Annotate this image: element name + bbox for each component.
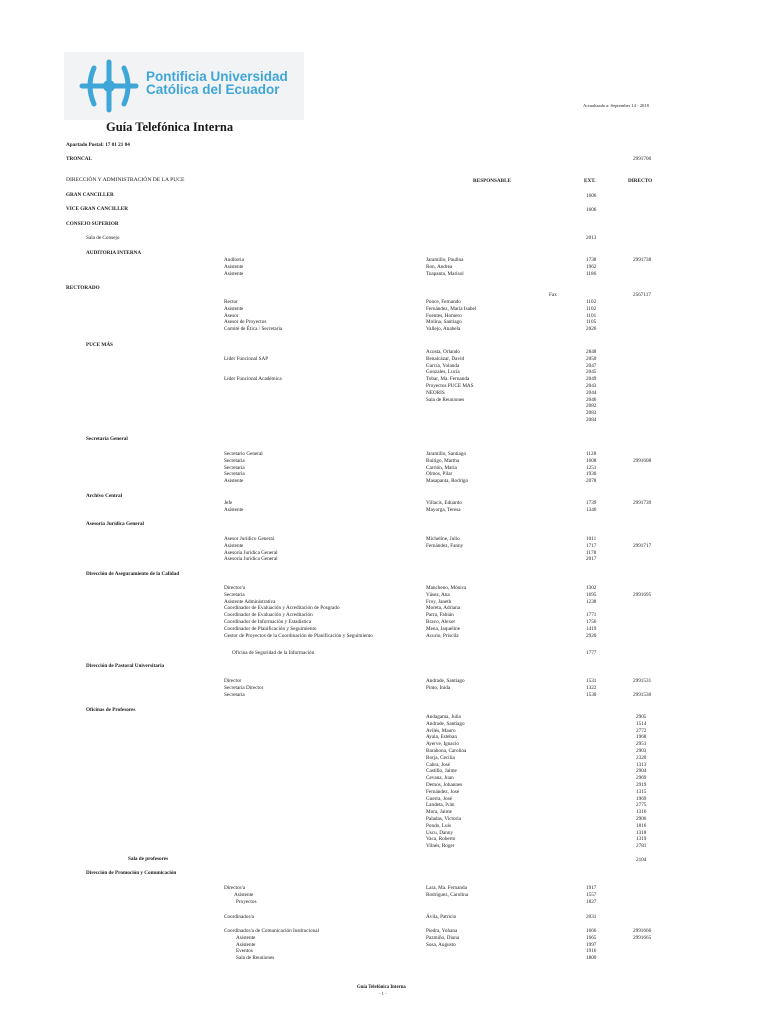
- secretaria-heading: Secretaría General: [86, 436, 128, 442]
- name: Mayorga, Teresa: [426, 506, 461, 513]
- ext: 1969: [636, 795, 647, 802]
- name: Cevana, Juan: [426, 775, 454, 782]
- ext: 2781: [636, 843, 647, 850]
- ext: 2050: [586, 355, 597, 362]
- asesoria-heading: Asesoría Jurídica General: [86, 521, 144, 527]
- name: Olmos, Pilar: [426, 471, 453, 478]
- ext: 1251: [586, 464, 597, 471]
- name: Tobar, Ma. Fernanda: [426, 376, 470, 383]
- profesores-heading: Oficinas de Profesores: [86, 707, 136, 713]
- rectorado-heading: RECTORADO: [66, 285, 100, 291]
- name: Toapanta, Marisol: [426, 270, 464, 277]
- name: Borja, Cecilia: [426, 754, 455, 761]
- name: Masapanta, Rodrigo: [426, 478, 469, 485]
- role: Rector: [224, 299, 238, 305]
- role: Secretaria: [224, 471, 245, 478]
- role: Asistente Administrativa: [224, 598, 276, 605]
- name: Jaramillo, Santiago: [426, 451, 467, 457]
- role: Líder Funcional Académica: [224, 376, 282, 383]
- ext: 1302: [586, 585, 597, 591]
- role: Asistente: [224, 542, 244, 549]
- rectorado-exts: [586, 299, 596, 333]
- rectorado-fax-directo: 2567117: [633, 292, 651, 298]
- role: Coordinador de Evaluación y Acreditación de Posgrado: [224, 605, 340, 612]
- column-responsable: RESPONSABLE: [473, 178, 512, 184]
- rectorado-roles: [224, 299, 282, 333]
- name: Vilnés, Roger: [426, 843, 455, 850]
- ext: 1930: [586, 471, 597, 478]
- ext: 1916: [586, 948, 597, 955]
- gran-canciller-ext: 1606: [586, 193, 597, 199]
- role: Auditoria: [224, 257, 244, 263]
- name: Lara, Ma. Fernanda: [426, 885, 467, 891]
- ext: 1346: [586, 506, 597, 513]
- role: Director: [224, 678, 242, 684]
- name: Mancheno, Mónica: [426, 585, 467, 591]
- name: Ron, Andrea: [426, 263, 453, 270]
- name: Barahona, Carolina: [426, 747, 467, 754]
- ext: 1318: [636, 829, 647, 836]
- name: Moreta, Adriana: [426, 605, 460, 612]
- ext: 1102: [586, 299, 597, 305]
- ext: 2043: [586, 382, 597, 389]
- role: Asistente: [224, 263, 244, 270]
- ext: 1665: [586, 934, 597, 941]
- ext: 2026: [586, 326, 597, 333]
- promocion-group2-directos: [633, 928, 651, 942]
- rectorado-fax-label: Fax: [549, 292, 557, 298]
- calidad-exts: [586, 585, 596, 639]
- calidad-roles: [224, 585, 373, 639]
- asesoria-names: [426, 536, 463, 550]
- asesoria-exts: [586, 536, 596, 563]
- ext: 2044: [586, 389, 597, 396]
- name: Guerra, José: [426, 795, 452, 802]
- ext: 1756: [586, 618, 597, 625]
- pastoral-roles: [224, 678, 263, 698]
- promocion-group2-roles: [224, 928, 319, 962]
- ext: 1011: [586, 536, 597, 542]
- name: Mora, Jaime: [426, 809, 452, 816]
- calidad-names: [426, 585, 466, 639]
- archivo-directo: 2991739: [633, 500, 652, 506]
- ext: 1186: [586, 270, 597, 277]
- ext: 1968: [636, 734, 647, 741]
- archivo-names: [426, 500, 462, 514]
- puce-mas-exts: [586, 349, 596, 424]
- role: Líder Funcional SAP: [224, 356, 269, 362]
- name: Andrade, Santiago: [426, 720, 465, 727]
- ext: 1739: [586, 500, 597, 506]
- name: Fernández, Fanny: [426, 542, 464, 549]
- role: [224, 363, 282, 370]
- ext: 2017: [586, 556, 597, 563]
- name: Fuentes, Homero: [426, 312, 462, 319]
- ext: 2906: [636, 815, 647, 822]
- name: Fernández, José: [426, 788, 460, 795]
- pastoral-heading: Dirección de Pastoral Universitaria: [86, 663, 165, 669]
- name: Molina, Santiago: [426, 319, 462, 326]
- promocion-group2-names: [426, 928, 459, 948]
- postal-address: Apartado Postal: 17 01 21 84: [66, 142, 130, 148]
- pastoral-exts: [586, 678, 596, 698]
- name: Sala de Reuniones: [426, 396, 465, 403]
- role: Jefe: [224, 500, 233, 506]
- updated-date: Actualizada a: September 14 - 2018: [583, 103, 649, 108]
- role: Secretaria: [224, 464, 245, 471]
- column-directo: DIRECTO: [628, 178, 653, 184]
- ext: 2903: [636, 747, 647, 754]
- name: Vaca, Roberto: [426, 836, 456, 843]
- ext: 1315: [636, 788, 647, 795]
- role: Secretaria: [224, 457, 245, 464]
- role: Director/a: [224, 585, 246, 591]
- ext: 1666: [586, 928, 597, 934]
- secretaria-directo: 2991608: [633, 458, 652, 464]
- section-heading: DIRECCIÓN Y ADMINISTRACIÓN DE LA PUCE: [66, 177, 185, 183]
- role: Asistente: [224, 305, 244, 312]
- name: Carrión, María: [426, 464, 457, 471]
- name: García, Yolanda: [426, 362, 460, 369]
- name: Vásez, Ana: [426, 591, 450, 598]
- ext: 2905: [636, 714, 647, 720]
- ext: 2969: [636, 775, 647, 782]
- ext: 1319: [636, 836, 647, 843]
- auditoria-directo: 2991738: [633, 257, 652, 263]
- name: Pazmiño, Diana: [426, 934, 460, 941]
- role: Asesoría Jurídica General: [224, 556, 278, 563]
- role: Director/a: [224, 885, 246, 891]
- role: Asesor Jurídico General: [224, 536, 275, 542]
- directo: 2991530: [633, 691, 652, 698]
- role: Asistente: [234, 891, 254, 898]
- promocion-group2-exts: [586, 928, 596, 962]
- auditoria-heading: AUDITORIA INTERNA: [86, 250, 142, 256]
- name: Parra, Fabián: [426, 612, 454, 619]
- logo-text: Pontificia Universidad Católica del Ecuador: [146, 69, 288, 97]
- oficina-seguridad-label: Oficina de Seguridad de la Información: [232, 650, 315, 656]
- secretaria-roles: [224, 451, 263, 485]
- ext: 1608: [586, 457, 597, 464]
- column-ext: EXT.: [584, 178, 596, 184]
- auditoria-exts: [586, 257, 596, 277]
- name: Pondo, Luis: [426, 822, 452, 829]
- ext: 2772: [636, 727, 647, 734]
- promocion-group1-exts: [586, 885, 596, 905]
- calidad-directo: 2991695: [633, 592, 652, 598]
- name: Mena, Jaqueline: [426, 625, 460, 632]
- logo-emblem-icon: [74, 58, 144, 114]
- name: Jaramillo, Paulina: [426, 257, 464, 263]
- ext: 1695: [586, 591, 597, 598]
- ext: 2078: [586, 478, 597, 485]
- name: Uscu, Danny: [426, 829, 454, 836]
- directo: 2991665: [633, 934, 652, 941]
- role: Sala de Reuniones: [236, 955, 275, 962]
- ext: 1101: [586, 312, 597, 319]
- sala-profesores-label: Sala de profesores: [128, 856, 169, 862]
- role: Secretaria Director: [224, 684, 264, 691]
- ext: 1316: [636, 809, 647, 816]
- ext: 1557: [586, 891, 597, 898]
- role: Coordinador/a de Comunicación Institucional: [224, 928, 319, 934]
- name: Ayala, Esteban: [426, 734, 457, 741]
- role: Secretario General: [224, 451, 263, 457]
- role: Asistente: [236, 941, 256, 948]
- puce-mas-names: [426, 349, 474, 403]
- ext: 1313: [636, 761, 647, 768]
- ext: 1530: [586, 691, 597, 698]
- footer-page: - 1 -: [379, 991, 387, 996]
- name: Vallejo, Anabela: [426, 326, 461, 333]
- name: Paladas, Victoria: [426, 815, 462, 822]
- ext: 1827: [586, 898, 597, 905]
- ext: 1322: [586, 684, 597, 691]
- directo: [633, 685, 651, 692]
- name: Ayerve, Ignacio: [426, 741, 459, 748]
- promocion-coord-name: Ávila, Patricio: [426, 914, 457, 920]
- ext: 2045: [586, 369, 597, 376]
- gran-canciller-label: GRAN CANCILLER: [66, 192, 114, 198]
- name: Benalcázar, David: [426, 355, 465, 362]
- name: Sosa, Augusto: [426, 941, 456, 948]
- ext: 1997: [586, 941, 597, 948]
- name: Cabra, José: [426, 761, 450, 768]
- role: Asesoría Jurídica General: [224, 549, 278, 556]
- ext: 2047: [586, 362, 597, 369]
- ext: 2919: [636, 781, 647, 788]
- ext: 2904: [636, 768, 647, 775]
- asesoria-roles: [224, 536, 278, 563]
- promocion-group1-roles: [224, 885, 256, 905]
- vice-gran-canciller-label: VICE GRAN CANCILLER: [66, 206, 128, 212]
- role: Eventos: [236, 948, 253, 955]
- troncal-label: TRONCAL: [66, 156, 92, 162]
- role: Coordinador de Planificación y Seguimiento: [224, 625, 317, 632]
- profesores-exts: [636, 714, 646, 850]
- pastoral-names: [426, 678, 465, 692]
- ext: 1800: [586, 955, 597, 962]
- name: Froy, Janeth: [426, 598, 452, 605]
- name: Andagama, Julia: [426, 714, 461, 720]
- ext: 1178: [586, 549, 597, 556]
- role: Asesor: [224, 312, 239, 319]
- profesores-names: [426, 714, 466, 850]
- name: Bravo, Alexer: [426, 618, 456, 625]
- name: Avilés, Mauro: [426, 727, 456, 734]
- ext: 1738: [586, 257, 597, 263]
- name: Acosta, Orlando: [426, 349, 460, 355]
- ext: 2848: [586, 349, 597, 355]
- name: NEORIS: [426, 389, 445, 396]
- sala-profesores-ext: 2104: [636, 857, 647, 863]
- ext: 2046: [586, 396, 597, 403]
- ext: 2951: [636, 741, 647, 748]
- ext: 1962: [586, 263, 597, 270]
- promocion-heading: Dirección de Promoción y Comunicación: [86, 870, 177, 876]
- role: Asistente: [224, 478, 244, 485]
- name: Andrade, Santiago: [426, 678, 465, 684]
- role: Asistente: [224, 270, 244, 277]
- ext: 2082: [586, 403, 597, 410]
- promocion-coord-ext: 2031: [586, 914, 597, 920]
- promocion-coord-role: Coordinador/a: [224, 914, 254, 920]
- auditoria-roles: [224, 257, 244, 277]
- name: Fernández, María Isabel: [426, 305, 477, 312]
- role: Coordinador de Información y Estadística: [224, 618, 312, 625]
- university-logo: [64, 52, 304, 120]
- ext: 1238: [586, 598, 597, 605]
- ext: 1531: [586, 678, 597, 684]
- name: Proyectos PUCE MAS: [426, 382, 474, 389]
- ext: 1419: [586, 625, 597, 632]
- name: Rodríguez, Carolina: [426, 891, 469, 898]
- name: Acurio, Priscila: [426, 632, 459, 639]
- ext: 2320: [636, 754, 647, 761]
- role: Secretaria: [224, 691, 245, 698]
- asesoria-directo: 2991717: [633, 543, 652, 549]
- sala-consejo-ext: 2013: [586, 235, 597, 241]
- calidad-heading: Dirección de Aseguramiento de la Calidad: [86, 571, 180, 577]
- name: Villacís, Eduardo: [426, 500, 462, 506]
- name: Piedra, Yohana: [426, 928, 458, 934]
- role: Secretaria: [224, 591, 245, 598]
- vice-gran-canciller-ext: 1606: [586, 207, 597, 213]
- name: Micheline, Julio: [426, 536, 460, 542]
- archivo-heading: Archivo Central: [86, 493, 123, 499]
- ext: 2920: [586, 632, 597, 639]
- archivo-roles: [224, 500, 243, 514]
- page-title: Guía Telefónica Interna: [106, 120, 234, 134]
- ext: [586, 605, 596, 612]
- ext: 1816: [636, 822, 647, 829]
- role: [224, 370, 282, 377]
- directo: 2991531: [633, 678, 652, 684]
- promocion-group1-names: [426, 885, 468, 899]
- ext: 1917: [586, 885, 597, 891]
- role: Gestor de Proyectos de la Coordinación de Planificación y Seguimiento: [224, 632, 373, 639]
- name: Landeta, Iván: [426, 802, 455, 809]
- puce-mas-roles: [224, 356, 282, 383]
- troncal-number: 2991700: [633, 156, 652, 162]
- ext: 2049: [586, 376, 597, 383]
- name: Castillo, Jaime: [426, 768, 457, 775]
- secretaria-exts: [586, 451, 596, 485]
- role: Coordinador de Evaluación y Acreditación: [224, 612, 313, 619]
- archivo-exts: [586, 500, 596, 514]
- ext: 1771: [586, 612, 597, 619]
- ext: 2084: [586, 416, 597, 423]
- footer-title: Guía Telefónica Interna: [357, 985, 406, 990]
- oficina-seguridad-ext: 1777: [586, 650, 597, 656]
- puce-mas-heading: PUCE MÁS: [86, 342, 113, 348]
- pastoral-directos: [633, 678, 651, 698]
- directo: 2991666: [633, 928, 652, 934]
- ext: 1105: [586, 319, 597, 326]
- name: Demos, Johannes: [426, 781, 463, 788]
- name: Buitigo, Martha: [426, 457, 460, 464]
- ext: 1102: [586, 305, 597, 312]
- ext: 2775: [636, 802, 647, 809]
- ext: 1128: [586, 451, 597, 457]
- secretaria-names: [426, 451, 468, 485]
- name: Pinto, Inida: [426, 684, 451, 691]
- ext: 1514: [636, 720, 647, 727]
- consejo-superior-label: CONSEJO SUPERIOR: [66, 221, 119, 227]
- role: Comité de Ética / Secretaria: [224, 326, 283, 333]
- rectorado-names: [426, 299, 476, 333]
- name: Gonzales, Lucía: [426, 369, 460, 376]
- name: Ponce, Fernando: [426, 299, 461, 305]
- ext: 1717: [586, 542, 597, 549]
- role: Asesor de Proyectos: [224, 319, 267, 326]
- ext: 2083: [586, 410, 597, 417]
- sala-consejo-label: Sala de Consejo: [86, 235, 120, 241]
- role: Proyectos: [236, 898, 257, 905]
- role: Asistente: [224, 506, 244, 513]
- auditoria-names: [426, 257, 464, 277]
- role: Asistente: [236, 934, 256, 941]
